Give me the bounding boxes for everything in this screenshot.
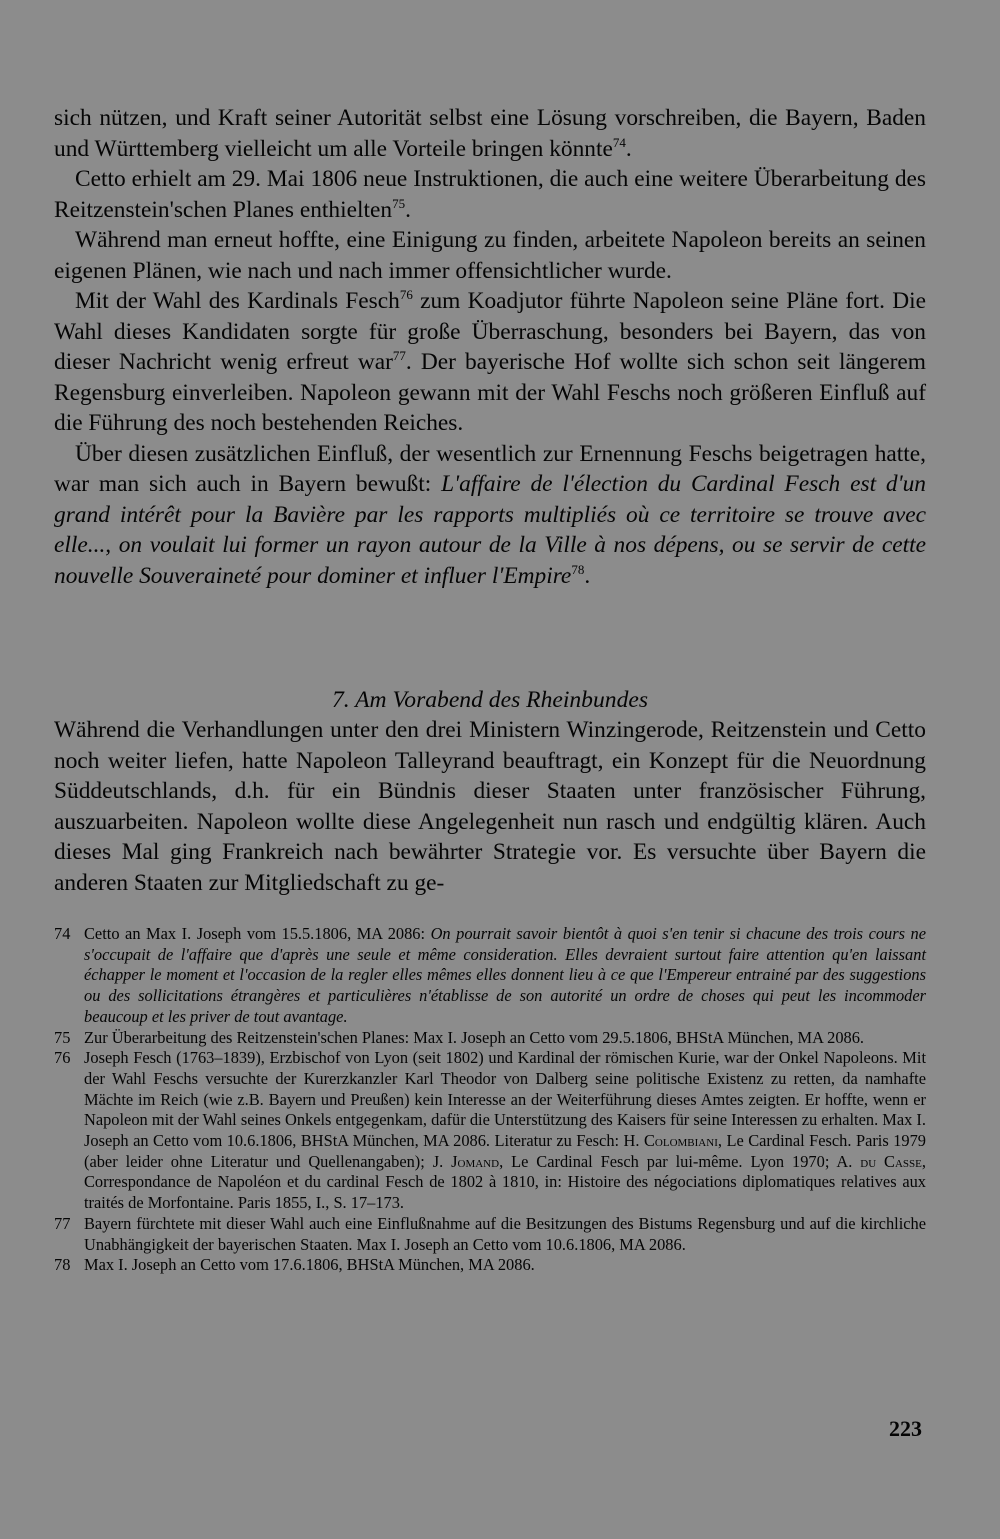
footnote-text bbox=[84, 924, 926, 1028]
paragraph-5 bbox=[54, 439, 926, 592]
text: . bbox=[625, 135, 632, 162]
text: Joseph Fesch (1763–1839), Erzbischof von Lyon (seit 1802) und Kardinal der römischen Kurie, war der Onkel Napoleons. Mit der Wahl Feschs versuchte der Kurerzkanzler Karl Theodor von Dalberg seine politische Existenz zu retten, da namhafte Mächte im Reich (wie z.B. Bayern und Preußen) kein Interesse an der Weiterführung dieses Amtes zeigten. Er hoffte, wenn er Napoleon mit der Wahl seines Onkels entgegenkam, dafür die Unterstützung des Kaisers für seine Interessen zu erhalten. Max I. Joseph an Cetto vom 10.6.1806, BHStA München, MA 2086. Literatur zu Fesch: H. bbox=[84, 1048, 926, 1151]
footnote-76 bbox=[54, 1048, 926, 1214]
french-quote: On pourrait savoir bientôt à quoi s'en tenir si chacune des trois cours ne s'occupait de l'affaire que d'après une seule et même consideration. Elles devraient surtout faire attention qu'en laissant échapper le moment et l'occasion de la regler elles mêmes elles donnent lieu à ce que l'Empereur entrainé par des suggestions ou des sollicitations étrangères et particulières n'établisse de son autorité un ordre de choses qui peut les incommoder beaucoup et les priver de tout avantage. bbox=[84, 924, 927, 1026]
text: , Correspondance de Napoléon et du cardinal Fesch de 1802 à 1810, in: Histoire des négociations diplomatiques relatives aux traités de Morfontaine. Paris 1855, I., S. 17–173. bbox=[84, 1151, 926, 1213]
footnote-number: 77 bbox=[54, 1213, 71, 1233]
text: zum Koadjutor führte Napoleon seine Pläne fort. Die Wahl dieses Kandidaten sorgte für große Überraschung, besonders bei Bayern, das von dieser Nachricht wenig erfreut war bbox=[54, 288, 926, 375]
footnote-text: Zur Überarbeitung des Reitzenstein'schen Planes: Max I. Joseph an Cetto vom 29.5.1806, BHStA München, MA 2086. bbox=[84, 1027, 865, 1047]
text: . bbox=[405, 196, 411, 223]
page-number: 223 bbox=[889, 1416, 922, 1441]
author-name: du Casse bbox=[860, 1151, 922, 1171]
paragraph-1 bbox=[54, 103, 926, 164]
footnote-ref-76[interactable]: 76 bbox=[399, 287, 413, 302]
footnote-text bbox=[84, 1048, 926, 1214]
footnote-74 bbox=[54, 924, 926, 1028]
footnote-ref-74[interactable]: 74 bbox=[612, 134, 626, 150]
footnote-text: Bayern fürchtete mit dieser Wahl auch eine Einflußnahme auf die Besitzungen des Bistums Regensburg und auf die kirchliche Unabhängigkeit der bayerischen Staaten. Max I. Joseph an Cetto vom 10.6.1806, MA 2086. bbox=[84, 1213, 926, 1254]
footnote-number: 78 bbox=[54, 1255, 71, 1275]
paragraph-3 bbox=[54, 225, 926, 286]
footnotes bbox=[54, 924, 926, 1276]
text: , Le Cardinal Fesch par lui-même. Lyon 1970; A. bbox=[499, 1151, 861, 1171]
text: Während man erneut hoffte, eine Einigung zu finden, arbeitete Napoleon bereits an seinen eigenen Plänen, wie nach und nach immer offensichtlicher wurde. bbox=[54, 227, 926, 284]
section-heading: 7. Am Vorabend des Rheinbundes bbox=[331, 687, 649, 713]
french-quote: L'affaire de l'élection du Cardinal Fesch est d'un grand intérêt pour la Bavière par les rapports multipliés où ce territoire se trouve avec elle..., on voulait lui former un rayon autour de la Ville à nos dépens, ou se servir de cette nouvelle Souveraineté pour dominer et influer l'Empire bbox=[54, 471, 926, 589]
text: Cetto erhielt am 29. Mai 1806 neue Instruktionen, die auch eine weitere Überarbeitung des Reitzenstein'schen Planes enthielten bbox=[54, 166, 926, 223]
footnote-number: 76 bbox=[54, 1048, 71, 1068]
text: sich nützen, und Kraft seiner Autorität selbst eine Lösung vorschreiben, die Bayern, Baden und Württemberg vielleicht um alle Vorteile bringen könnte bbox=[54, 105, 926, 162]
author-name: Colombiani bbox=[643, 1131, 718, 1151]
section-paragraph: Während die Verhandlungen unter den drei Ministern Winzingerode, Reitzenstein und Cetto noch weiter liefen, hatte Napoleon Talleyrand beauftragt, ein Konzept für die Neuordnung Süddeutschlands, d.h. für ein Bündnis dieser Staaten unter französischer Führung, auszuarbeiten. Napoleon wollte diese Angelegenheit nun rasch und endgültig klären. Auch dieses Mal ging Frankreich nach bewährter Strategie vor. Es versuchte über Bayern die anderen Staaten zur Mitgliedschaft zu ge- bbox=[54, 717, 926, 896]
text: Cetto an Max I. Joseph vom 15.5.1806, MA 2086: bbox=[84, 924, 431, 943]
footnote-text: Max I. Joseph an Cetto vom 17.6.1806, BHStA München, MA 2086. bbox=[84, 1255, 535, 1275]
footnote-number: 75 bbox=[54, 1027, 71, 1047]
text: . Der bayerische Hof wollte sich schon seit längerem Regensburg einverleiben. Napoleon gewann mit der Wahl Feschs noch größeren Einfluß auf die Führung des noch bestehenden Reiches. bbox=[54, 349, 926, 436]
paragraph-2 bbox=[54, 164, 926, 225]
main-text bbox=[54, 103, 926, 898]
footnote-77 bbox=[54, 1214, 926, 1255]
footnote-ref-77[interactable]: 77 bbox=[392, 348, 406, 363]
text: Mit der Wahl des Kardinals Fesch bbox=[75, 288, 400, 314]
footnote-78 bbox=[54, 1255, 926, 1276]
paragraph-4 bbox=[54, 286, 926, 439]
footnote-ref-78[interactable]: 78 bbox=[571, 561, 585, 577]
text: , Le Cardinal Fesch. Paris 1979 (aber leider ohne Literatur und Quellenangaben); J. bbox=[84, 1131, 926, 1171]
footnote-number: 74 bbox=[54, 924, 71, 943]
footnote-75 bbox=[54, 1028, 926, 1049]
footnote-ref-75[interactable]: 75 bbox=[392, 195, 406, 211]
author-name: Jomand bbox=[451, 1151, 500, 1171]
text: Über diesen zusätzlichen Einfluß, der wesentlich zur Ernennung Feschs beigetragen hatte, war man sich auch in Bayern bewußt: bbox=[54, 440, 926, 497]
text: . bbox=[584, 562, 591, 589]
page-content bbox=[54, 103, 926, 1276]
